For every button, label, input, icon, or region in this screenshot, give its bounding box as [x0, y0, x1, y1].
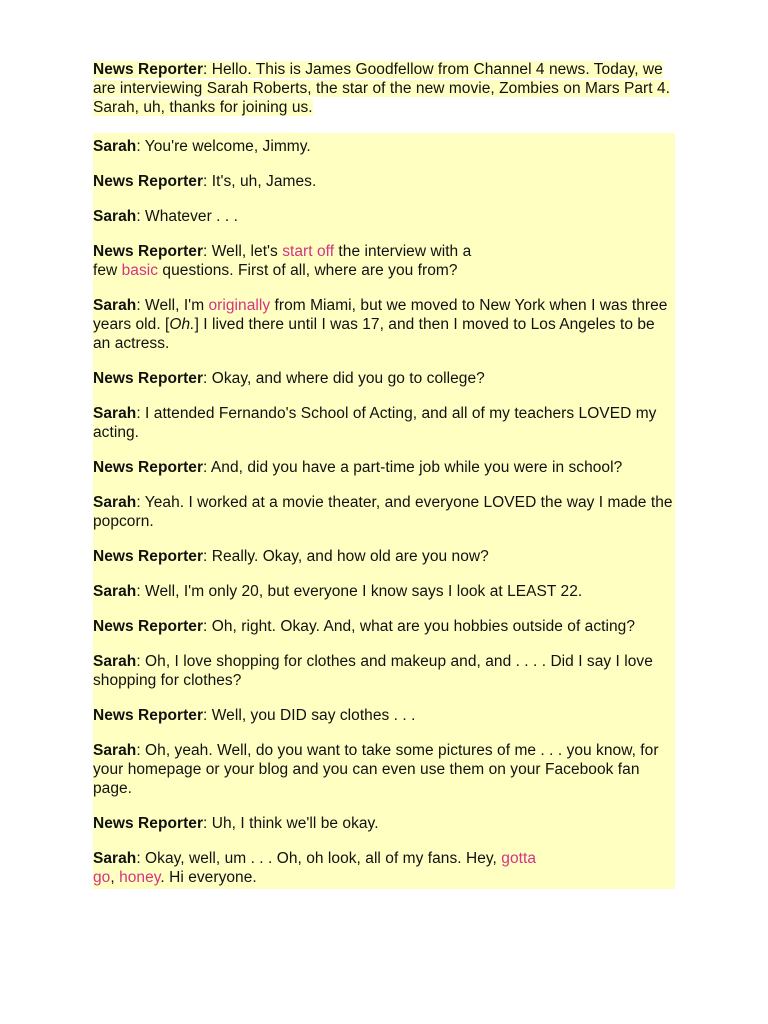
vocabulary-term: go: [93, 869, 111, 886]
speaker-name: Sarah: [93, 742, 137, 759]
dialogue-text: ] I lived there until I was 17, and then I moved to Los Angeles to be an actress.: [93, 316, 655, 352]
dialogue-line: [93, 814, 675, 849]
speaker-name: News Reporter: [93, 815, 204, 832]
speaker-name: Sarah: [93, 208, 137, 225]
dialogue-text: : Well, let's: [203, 243, 283, 260]
dialogue-text: : I attended Fernando's School of Acting, and all of my teachers LOVED my acting.: [93, 405, 657, 441]
dialogue-line: [93, 242, 675, 296]
speaker-name: Sarah: [93, 850, 137, 867]
dialogue-text: : Okay, well, um . . . Oh, oh look, all of my fans. Hey,: [136, 850, 502, 867]
dialogue-text: ,: [110, 869, 120, 886]
vocabulary-term: basic: [121, 262, 159, 279]
dialogue-line: [93, 706, 675, 741]
dialogue-line: [93, 60, 675, 117]
dialogue-text: : Well, I'm: [136, 297, 209, 314]
dialogue-text: few: [93, 262, 122, 279]
dialogue-line: [93, 296, 675, 369]
dialogue-text: questions. First of all, where are you from?: [158, 262, 458, 279]
dialogue-line: [93, 652, 675, 706]
dialogue-text: : Oh, right. Okay. And, what are you hobbies outside of acting?: [203, 618, 635, 635]
speaker-name: Sarah: [93, 138, 137, 155]
dialogue-text: : Uh, I think we'll be okay.: [203, 815, 379, 832]
dialogue-line: [93, 617, 675, 652]
dialogue-text: : Oh, I love shopping for clothes and makeup and, and . . . . Did I say I love shopping for clothes?: [93, 653, 653, 689]
dialogue-line: [93, 369, 675, 404]
vocabulary-term: honey: [119, 869, 161, 886]
highlighted-block: [93, 133, 675, 889]
speaker-name: News Reporter: [93, 707, 204, 724]
interjection: Oh.: [169, 316, 195, 333]
speaker-name: News Reporter: [93, 173, 204, 190]
dialogue-text: : Okay, and where did you go to college?: [203, 370, 485, 387]
dialogue-text: : Really. Okay, and how old are you now?: [203, 548, 489, 565]
dialogue-line: [93, 172, 675, 207]
dialogue-line: [93, 741, 675, 814]
speaker-name: Sarah: [93, 405, 137, 422]
speaker-name: News Reporter: [93, 61, 204, 78]
speaker-name: News Reporter: [93, 548, 204, 565]
dialogue-line: [93, 458, 675, 493]
dialogue-text: : Oh, yeah. Well, do you want to take some pictures of me . . . you know, for your homepage or your blog and you can even use them on your Facebook fan page.: [93, 742, 659, 797]
speaker-name: News Reporter: [93, 459, 204, 476]
dialogue-text: : You're welcome, Jimmy.: [136, 138, 311, 155]
dialogue-text: : Well, you DID say clothes . . .: [203, 707, 416, 724]
dialogue-text: : Yeah. I worked at a movie theater, and everyone LOVED the way I made the popcorn.: [93, 494, 673, 530]
vocabulary-term: originally: [208, 297, 271, 314]
dialogue-line: [93, 547, 675, 582]
speaker-name: Sarah: [93, 494, 137, 511]
dialogue-line: [93, 493, 675, 547]
dialogue-line: [93, 849, 675, 889]
dialogue-text: : Hello. This is James Goodfellow from Channel 4 news. Today, we are interviewing Sarah Roberts, the star of the new movie, Zombies on Mars Part 4. Sarah, uh, thanks for joining us.: [93, 61, 670, 116]
speaker-name: News Reporter: [93, 243, 204, 260]
vocabulary-term: start off: [282, 243, 335, 260]
dialogue-text: the interview with a: [334, 243, 472, 260]
dialogue-line: [93, 404, 675, 458]
speaker-name: Sarah: [93, 297, 137, 314]
speaker-name: Sarah: [93, 583, 137, 600]
speaker-name: News Reporter: [93, 618, 204, 635]
speaker-name: News Reporter: [93, 370, 204, 387]
dialogue-line: [93, 582, 675, 617]
dialogue-line: [93, 207, 675, 242]
dialogue-text: : Whatever . . .: [136, 208, 238, 225]
highlighted-text: [93, 61, 670, 116]
dialogue-text: . Hi everyone.: [160, 869, 257, 886]
interview-transcript: [93, 60, 675, 889]
dialogue-text: : Well, I'm only 20, but everyone I know says I look at LEAST 22.: [136, 583, 583, 600]
dialogue-line: [93, 137, 675, 172]
dialogue-text: from Miami, but we moved to New York when I was three years old. [: [93, 297, 668, 333]
speaker-name: Sarah: [93, 653, 137, 670]
vocabulary-term: gotta: [501, 850, 537, 867]
dialogue-text: : It's, uh, James.: [203, 173, 317, 190]
dialogue-text: : And, did you have a part-time job while you were in school?: [203, 459, 623, 476]
